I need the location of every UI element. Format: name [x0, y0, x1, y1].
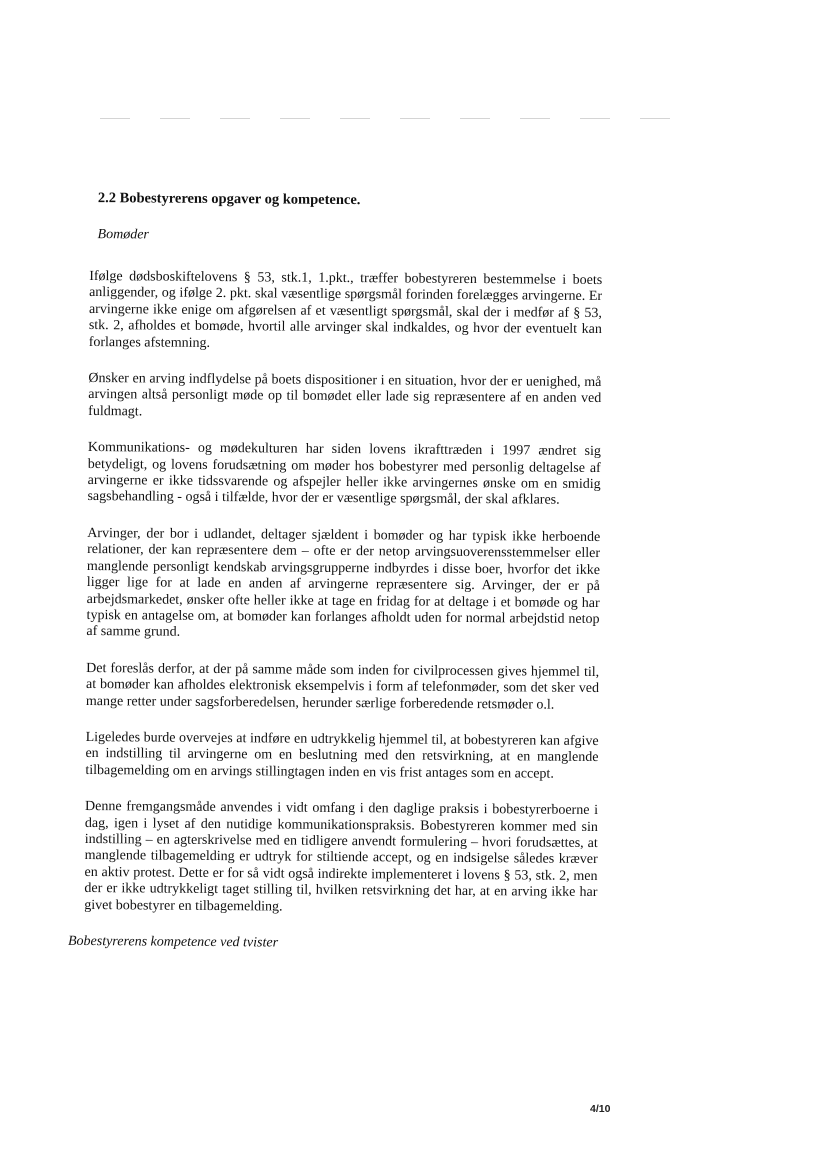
paragraph-7: Denne fremgangsmåde anvendes i vidt omfang i den daglige praksis i bobestyrerboerne i dag, igen i lyset af den nutidige kommunikationspraksis. Bobestyreren kommer med sin indstilling – en agterskrivelse med en tidligere anvendt formulering – hvori forudsættes, at manglende tilbagemelding er udtryk for stiltiende accept, og en indsigelse således kræver en aktiv protest. Dette er for så vidt også indirekte implementeret i lovens § 53, stk. 2, men der er ikke udtrykkeligt taget stilling til, hvilken retsvirkning det har, at en arving ikke har givet bobestyrer en tilbagemelding.: [84, 799, 599, 915]
subheading-kompetence: Bobestyrerens kompetence ved tvister: [67, 933, 279, 951]
document-body: [67, 180, 603, 954]
page-number: 4/10: [590, 1103, 611, 1115]
paragraph-3: Kommunikations- og mødekulturen har siden lovens ikrafttræden i 1997 ændret sig betydeligt, og lovens forudsætning om møder hos bobestyrer med personlig deltagelse af arvingerne er ikke tidssvarende og afspejler heller ikke arvingernes ønske om en smidig sagsbehandling - også i tilfælde, hvor der er væsentlige spørgsmål, der skal afklares.: [87, 440, 601, 509]
section-heading: 2.2 Bobestyrerens opgaver og kompetence.: [97, 190, 361, 209]
subheading-bomoder: Bomøder: [97, 227, 149, 243]
paragraph-5: Det foreslås derfor, at der på samme måde som inden for civilprocessen gives hjemmel til, at bomøder kan afholdes elektronisk eksempelvis i form af telefonmøder, som det sker ved mange retter under sagsforberedelsen, herunder særlige forberedende retsmøder o.l.: [85, 660, 600, 713]
paragraph-4: Arvinger, der bor i udlandet, deltager sjældent i bomøder og har typisk ikke herboende relationer, der kan repræsentere dem – ofte er der netop arvingsuoverensstemmelser eller manglende personligt kendskab arvingsgrupperne indbyrdes i disse boer, hvorfor det ikke ligger lige for at lade en anden af arvingerne repræsentere sig. Arvinger, der er på arbejdsmarkedet, ønsker ofte heller ikke at tage en fridag for at deltage i et bomøde og har typisk en antagelse om, at bomøder kan forlanges afholdt uden for normal arbejdstid netop af samme grund.: [86, 525, 601, 641]
scan-artifact-line: [100, 118, 700, 119]
paragraph-6: Ligeledes burde overvejes at indføre en udtrykkelig hjemmel til, at bobestyreren kan afgive en indstilling til arvingerne om en beslutning med den retsvirkning, at en manglende tilbagemelding om en arvings stillingtagen inden en vis frist antages som en accept.: [85, 729, 599, 782]
paragraph-1: Ifølge dødsboskiftelovens § 53, stk.1, 1.pkt., træffer bobestyreren bestemmelse i boets anliggender, og ifølge 2. pkt. skal væsentlige spørgsmål forinden forelægges arvingerne. Er arvingerne ikke enige om afgørelsen af et væsentligt spørgsmål, skal der i medfør af § 53, stk. 2, afholdes et bomøde, hvortil alle arvinger skal indkaldes, og hvor der eventuelt kan forlanges afstemning.: [88, 269, 603, 351]
paragraph-2: Ønsker en arving indflydelse på boets dispositioner i en situation, hvor der er uenighed, må arvingen altså personligt møde op til bomødet eller lade sig repræsentere af en anden ved fuldmagt.: [88, 371, 602, 420]
